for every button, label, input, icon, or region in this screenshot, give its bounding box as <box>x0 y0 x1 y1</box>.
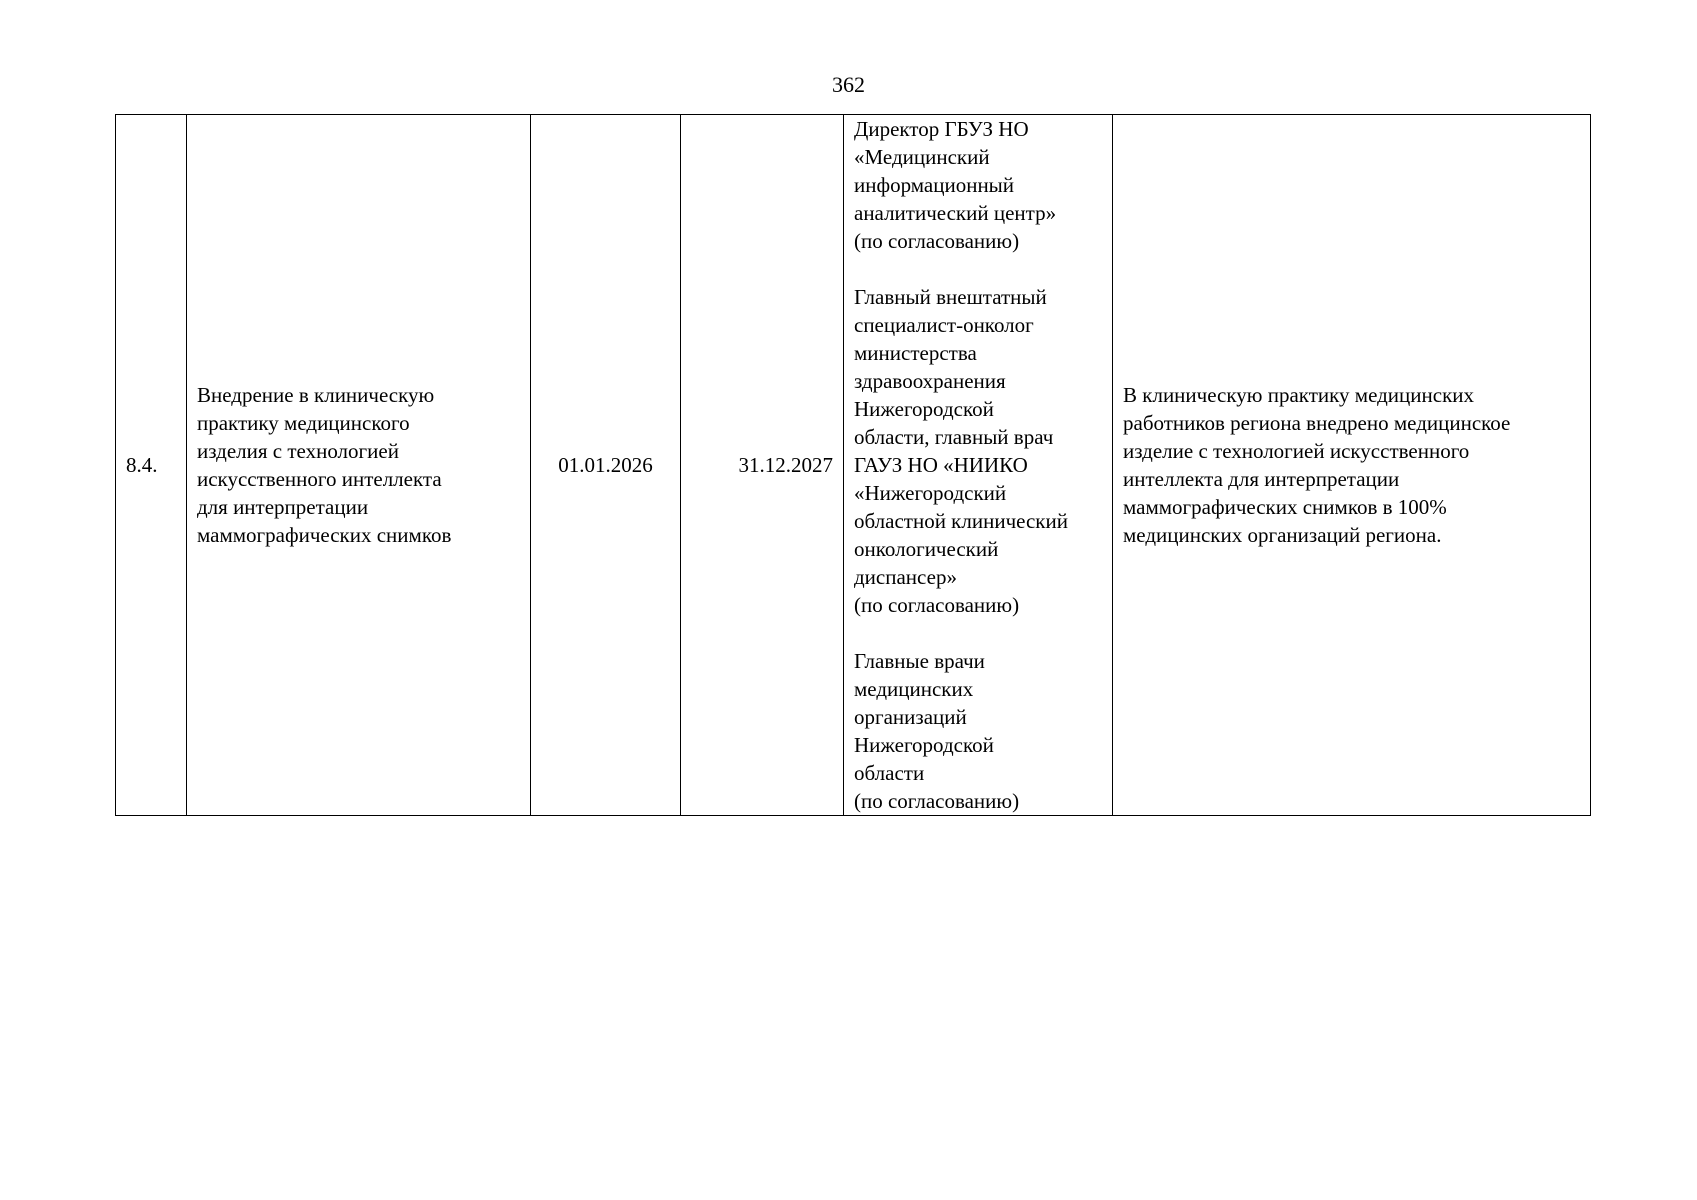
page-number: 362 <box>832 72 865 97</box>
responsible-line: диспансер» <box>854 565 957 589</box>
responsible-group <box>854 283 1102 619</box>
responsible-line: Нижегородской <box>854 733 994 757</box>
row-number: 8.4. <box>126 453 158 477</box>
responsible-group <box>854 115 1102 255</box>
responsible-line: (по согласованию) <box>854 593 1020 617</box>
responsible-line: области, главный врач <box>854 425 1054 449</box>
result-line: маммографических снимков в 100% <box>1123 495 1447 519</box>
responsible-line: Нижегородской <box>854 397 994 421</box>
result-line: медицинских организаций региона. <box>1123 523 1442 547</box>
responsible-line: областной клинический <box>854 509 1068 533</box>
activity-line: изделия с технологией <box>197 439 399 463</box>
table-row <box>116 115 1591 816</box>
responsible-line: «Медицинский <box>854 145 990 169</box>
responsible-line: онкологический <box>854 537 999 561</box>
activity-cell <box>187 115 531 816</box>
result-line: работников региона внедрено медицинское <box>1123 411 1511 435</box>
result-line: изделие с технологией искусственного <box>1123 439 1470 463</box>
responsible-line: здравоохранения <box>854 369 1006 393</box>
responsible-group <box>854 647 1102 815</box>
activity-line: для интерпретации <box>197 495 369 519</box>
activity-line: практику медицинского <box>197 411 410 435</box>
responsible-line: Главные врачи <box>854 649 985 673</box>
activity-line: искусственного интеллекта <box>197 467 442 491</box>
activity-table <box>115 114 1591 816</box>
responsible-line: (по согласованию) <box>854 789 1020 813</box>
activity-line: маммографических снимков <box>197 523 452 547</box>
responsible-line: Директор ГБУЗ НО <box>854 117 1029 141</box>
responsible-line: специалист-онколог <box>854 313 1034 337</box>
end-date: 31.12.2027 <box>738 453 833 477</box>
start-date: 01.01.2026 <box>558 453 653 477</box>
responsible-line: Главный внештатный <box>854 285 1047 309</box>
responsible-line: аналитический центр» <box>854 201 1057 225</box>
result-line: интеллекта для интерпретации <box>1123 467 1400 491</box>
result-cell <box>1113 115 1591 816</box>
activity-line: Внедрение в клиническую <box>197 383 435 407</box>
responsible-line: информационный <box>854 173 1015 197</box>
responsible-line: «Нижегородский <box>854 481 1007 505</box>
start-date-cell <box>531 115 681 816</box>
responsible-cell <box>844 115 1113 816</box>
group-spacer <box>854 255 1102 283</box>
row-number-cell <box>116 115 187 816</box>
group-spacer <box>854 619 1102 647</box>
responsible-line: ГАУЗ НО «НИИКО <box>854 453 1028 477</box>
responsible-line: министерства <box>854 341 977 365</box>
responsible-line: (по согласованию) <box>854 229 1020 253</box>
responsible-line: организаций <box>854 705 967 729</box>
result-line: В клиническую практику медицинских <box>1123 383 1475 407</box>
responsible-line: области <box>854 761 925 785</box>
responsible-line: медицинских <box>854 677 974 701</box>
end-date-cell <box>681 115 844 816</box>
